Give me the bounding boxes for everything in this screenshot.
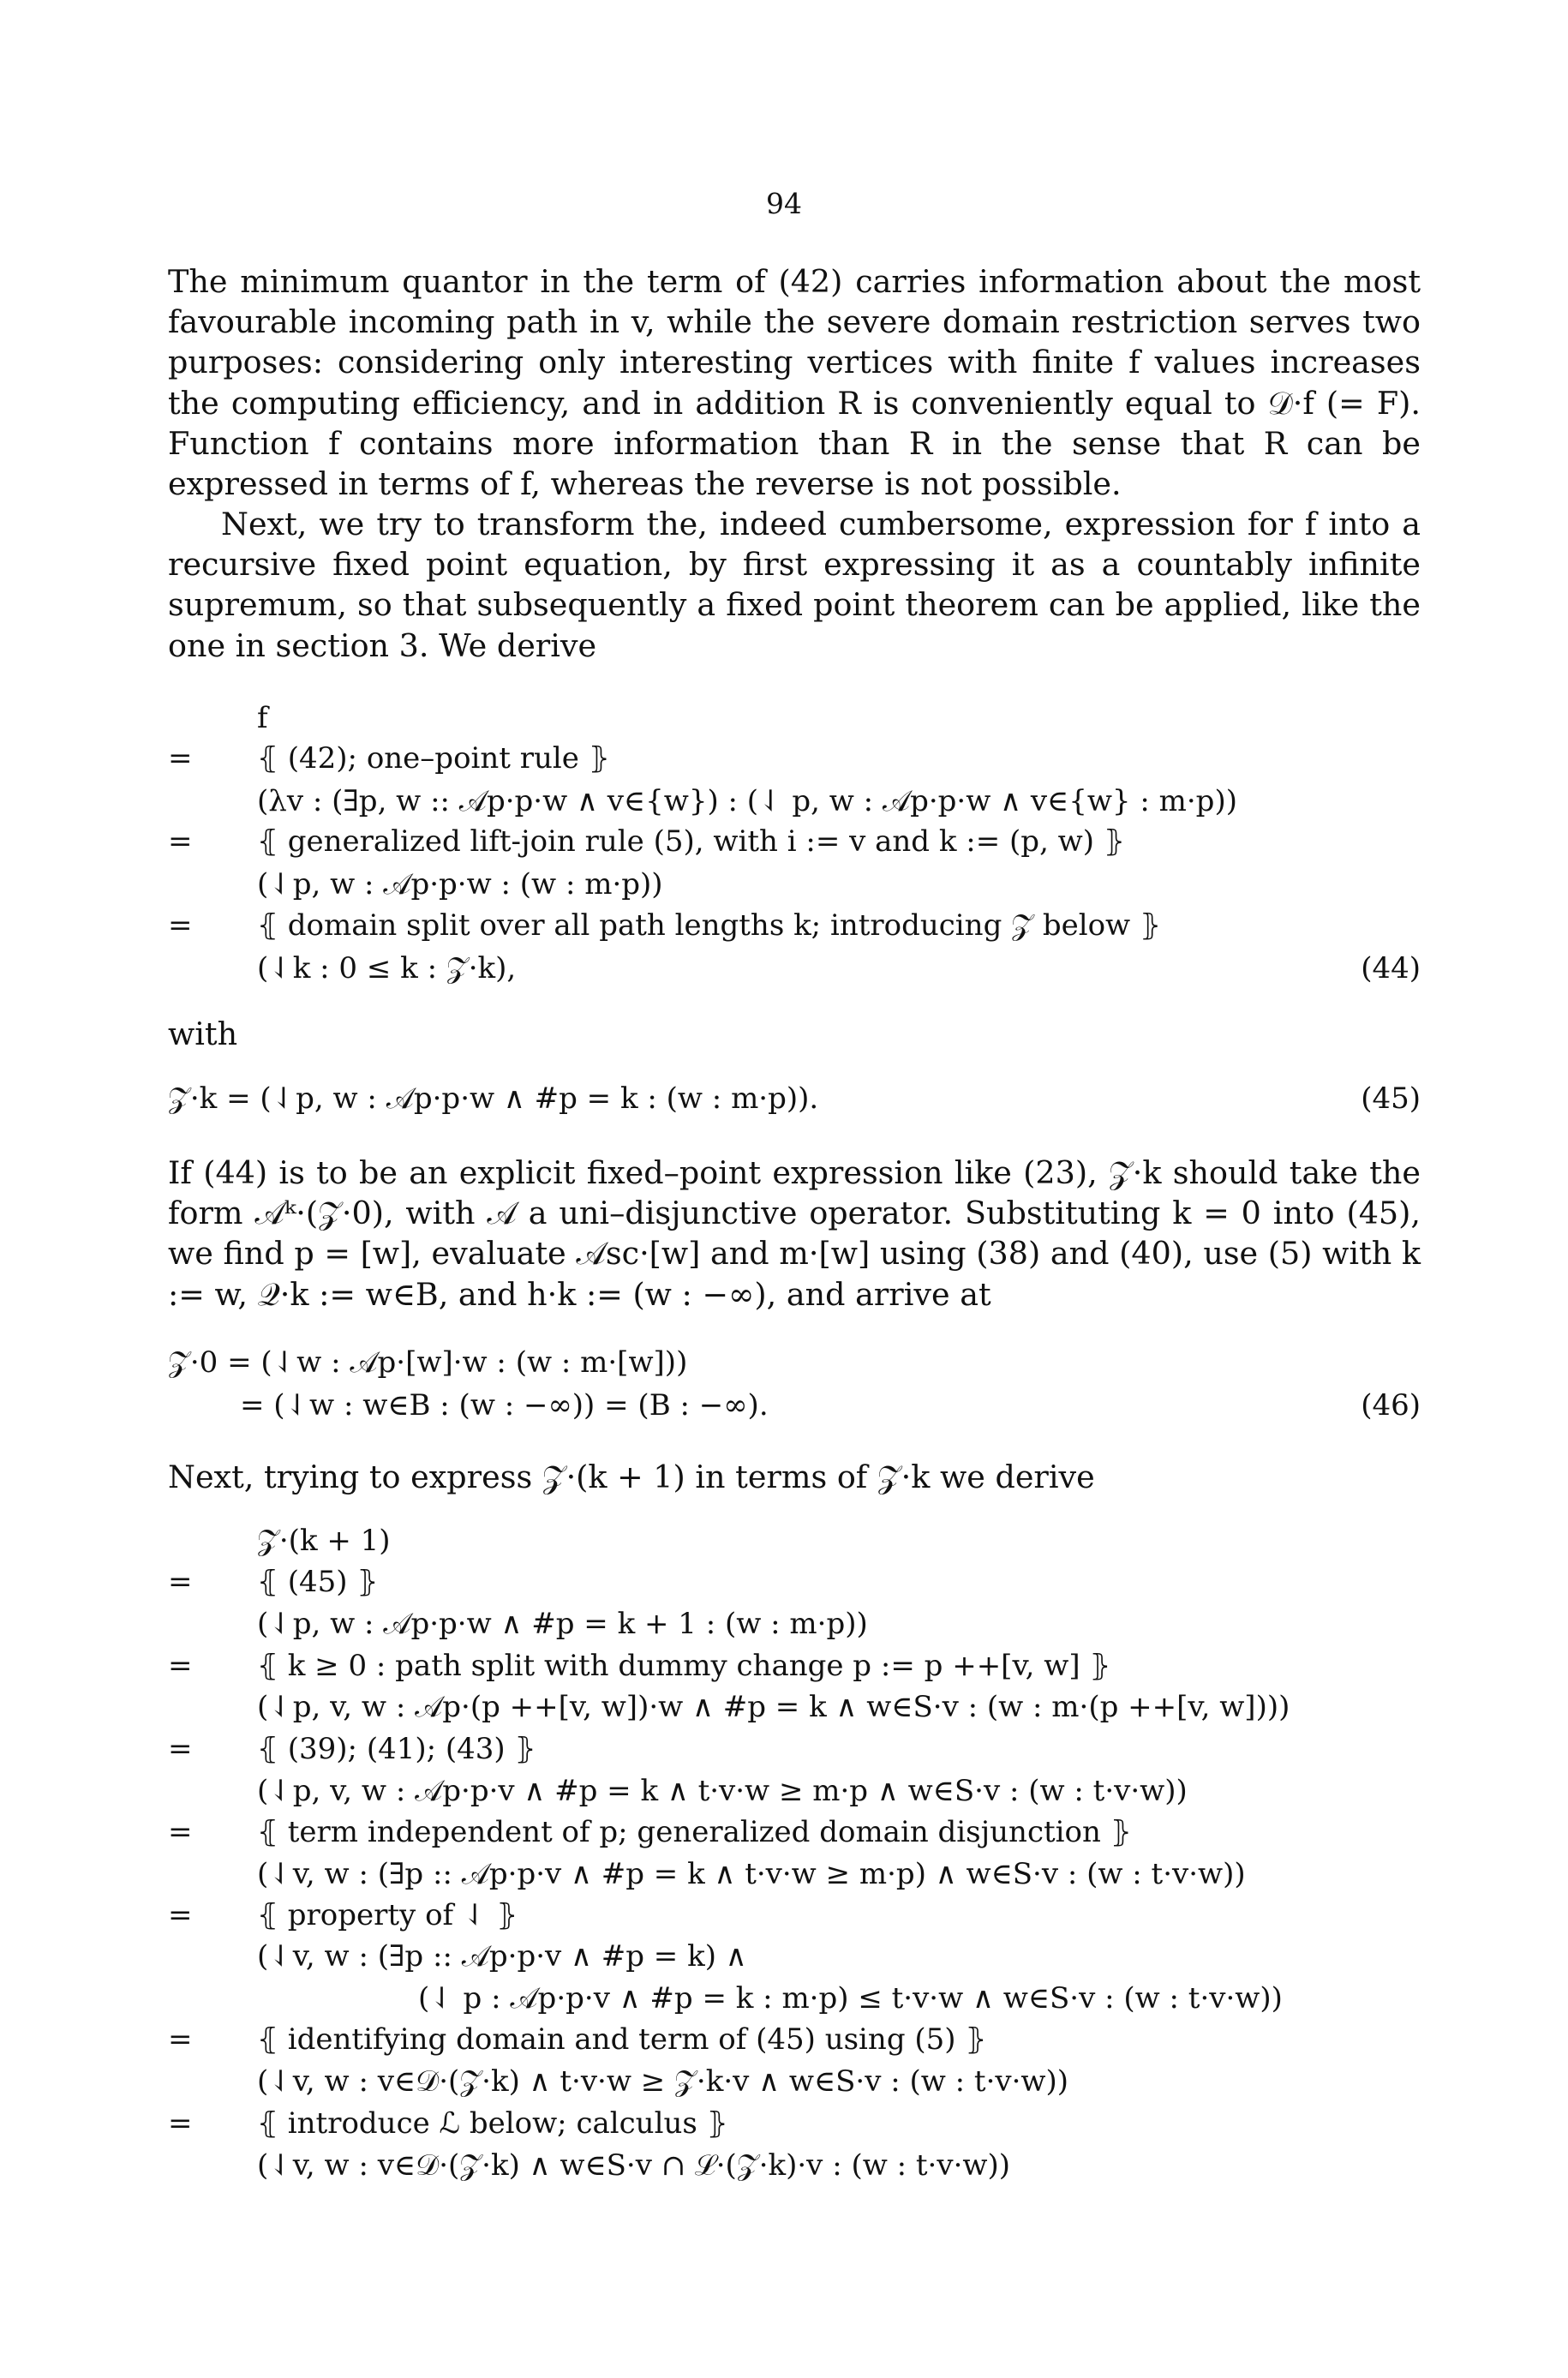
equals-sign: = bbox=[168, 1898, 193, 1932]
derivation-term: (⇃v, w : v∈𝒟·(𝒵·k) ∧ t·v·w ≥ 𝒵·k·v ∧ w∈S·v : (w : t·v·w)) bbox=[257, 2064, 1069, 2099]
derivation-term: (⇃v, w : v∈𝒟·(𝒵·k) ∧ w∈S·v ∩ ℒ·(𝒵·k)·v : (w : t·v·w)) bbox=[257, 2148, 1011, 2183]
equals-sign: = bbox=[168, 908, 193, 943]
paragraph-fixed-point: If (44) is to be an explicit fixed–point expression like (23), 𝒵·k should take the form 𝒜ᵏ·(𝒵·0), with 𝒜 a uni–disjunctive operator. Substituting k = 0 into (45), we find p = [w], evaluate 𝒜sc·[w] and m·[w] using (38) and (40), use (5) with k := w, 𝒬·k := w∈B, and h·k := (w : −∞), and arrive at bbox=[168, 1154, 1421, 1313]
derivation-term: (⇃k : 0 ≤ k : 𝒵·k), bbox=[257, 951, 517, 985]
derivation-hint: ⦃ (42); one–point rule ⦄ bbox=[257, 741, 610, 776]
derivation-hint: ⦃ identifying domain and term of (45) using (5) ⦄ bbox=[257, 2022, 987, 2057]
derivation-start: f bbox=[257, 701, 268, 735]
derivation-hint: ⦃ generalized lift-join rule (5), with i := v and k := (p, w) ⦄ bbox=[257, 824, 1125, 859]
derivation-term: (λv : (∃p, w :: 𝒜p·p·w ∧ v∈{w}) : (⇃ p, w : 𝒜p·p·w ∧ v∈{w} : m·p)) bbox=[257, 784, 1237, 818]
derivation-hint: ⦃ k ≥ 0 : path split with dummy change p := p ++[v, w] ⦄ bbox=[257, 1649, 1111, 1683]
paragraph-next-transform: Next, we try to transform the, indeed cumbersome, expression for f into a recursive fixed point equation, by first expressing it as a countably infinite supremum, so that subsequently a fixed point theorem can be applied, like the one in section 3. We derive bbox=[168, 506, 1421, 664]
equation-46-line2: = (⇃w : w∈B : (w : −∞)) = (B : −∞). bbox=[240, 1388, 769, 1423]
equals-sign: = bbox=[168, 1565, 193, 1599]
with-word: with bbox=[168, 1015, 238, 1052]
equals-sign: = bbox=[168, 1732, 193, 1766]
equation-45: 𝒵·k = (⇃p, w : 𝒜p·p·w ∧ #p = k : (w : m·p)). bbox=[168, 1081, 819, 1116]
derivation-term: (⇃v, w : (∃p :: 𝒜p·p·v ∧ #p = k) ∧ bbox=[257, 1939, 747, 1974]
derivation-term-continued: (⇃ p : 𝒜p·p·v ∧ #p = k : m·p) ≤ t·v·w ∧ w∈S·v : (w : t·v·w)) bbox=[418, 1981, 1283, 2016]
derivation-hint: ⦃ (39); (41); (43) ⦄ bbox=[257, 1732, 536, 1766]
equation-46-line1: 𝒵·0 = (⇃w : 𝒜p·[w]·w : (w : m·[w])) bbox=[168, 1345, 688, 1380]
derivation-hint: ⦃ domain split over all path lengths k; introducing 𝒵 below ⦄ bbox=[257, 908, 1161, 943]
equals-sign: = bbox=[168, 1649, 193, 1683]
equation-label-44: (44) bbox=[1361, 951, 1421, 985]
derivation-term: (⇃p, v, w : 𝒜p·p·v ∧ #p = k ∧ t·v·w ≥ m·p ∧ w∈S·v : (w : t·v·w)) bbox=[257, 1774, 1188, 1808]
derivation-start: 𝒵·(k + 1) bbox=[257, 1524, 391, 1558]
page-number: 94 bbox=[766, 187, 802, 220]
equals-sign: = bbox=[168, 2022, 193, 2057]
derivation-term: (⇃p, v, w : 𝒜p·(p ++[v, w])·w ∧ #p = k ∧ w∈S·v : (w : m·(p ++[v, w]))) bbox=[257, 1690, 1290, 1724]
equals-sign: = bbox=[168, 824, 193, 859]
equation-label-46: (46) bbox=[1361, 1388, 1421, 1423]
paragraph-minimum-quantor: The minimum quantor in the term of (42) carries information about the most favourable incoming path in v, while the severe domain restriction serves two purposes: considering only interesting vertices with finite f values increases the computing efficiency, and in addition R is conveniently equal to 𝒟·f (= F). Function f contains more information than R in the sense that R can be expressed in terms of f, whereas the reverse is not possible. bbox=[168, 263, 1421, 503]
paragraph-next-express: Next, trying to express 𝒵·(k + 1) in terms of 𝒵·k we derive bbox=[168, 1459, 1095, 1495]
derivation-term: (⇃p, w : 𝒜p·p·w ∧ #p = k + 1 : (w : m·p)) bbox=[257, 1607, 868, 1641]
derivation-hint: ⦃ term independent of p; generalized domain disjunction ⦄ bbox=[257, 1815, 1132, 1849]
derivation-term: (⇃p, w : 𝒜p·p·w : (w : m·p)) bbox=[257, 867, 663, 901]
equation-label-45: (45) bbox=[1361, 1081, 1421, 1116]
derivation-term: (⇃v, w : (∃p :: 𝒜p·p·v ∧ #p = k ∧ t·v·w ≥ m·p) ∧ w∈S·v : (w : t·v·w)) bbox=[257, 1857, 1246, 1891]
derivation-hint: ⦃ (45) ⦄ bbox=[257, 1565, 379, 1599]
equals-sign: = bbox=[168, 741, 193, 776]
derivation-hint: ⦃ property of ⇃ ⦄ bbox=[257, 1898, 518, 1932]
equals-sign: = bbox=[168, 2106, 193, 2141]
derivation-hint: ⦃ introduce ℒ below; calculus ⦄ bbox=[257, 2106, 728, 2141]
equals-sign: = bbox=[168, 1815, 193, 1849]
